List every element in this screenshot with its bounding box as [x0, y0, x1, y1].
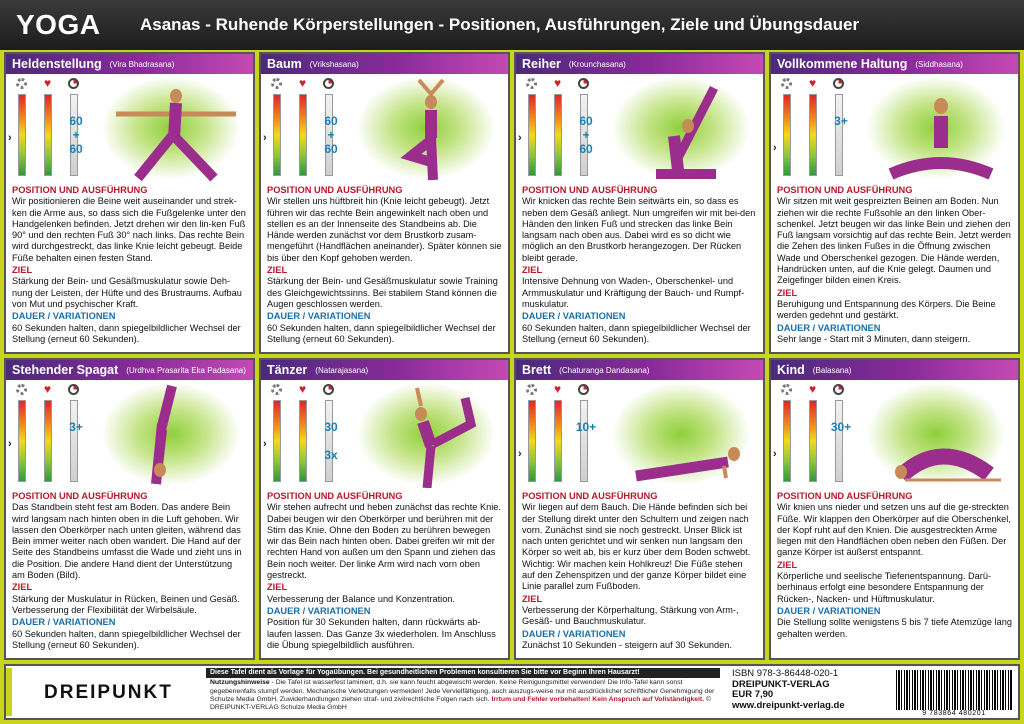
- duration-value: 30+: [830, 420, 852, 434]
- timer-icon: [833, 384, 844, 395]
- card-title-bar: [6, 54, 253, 74]
- dauer-text: Sehr lange - Start mit 3 Minuten, dann steigern.: [777, 333, 971, 344]
- difficulty-marker-icon: ›: [263, 438, 267, 450]
- position-heading: POSITION UND AUSFÜHRUNG: [522, 491, 658, 501]
- card-title-bar: [261, 360, 508, 380]
- dauer-text: 60 Sekunden halten, dann spiegelbildlicher Wechsel der Stellung (erneut 60 Sekunden).: [267, 322, 496, 344]
- pose-figure: [616, 384, 756, 488]
- position-text: Wir liegen auf dem Bauch. Die Hände befinden sich bei der Stellung direkt unter den Schultern und zeigen nach vorn. Zunächst sind sie noch gestreckt. Unser Blick ist nach unten gerichtet und wir senken nun langsam den Körper so weit ab, bis er kurz über dem Boden schwebt. Wichtig: Wir machen kein Hohlkreuz! Die Füße stehen auf den Zehenspitzen und der ganze Körper bildet eine Linie parallel zum Fußboden.: [522, 502, 751, 592]
- card-text: [6, 182, 253, 348]
- asana-sanskrit: (Vrikshasana): [309, 59, 359, 69]
- dauer-heading: DAUER / VARIATIONEN: [12, 617, 116, 628]
- hints-text: - Die Tafel ist wasserfest laminiert, d.h. sie kann feucht abgewischt werden. Keine Reinigungsmittel verwenden! Die Info-Tafel kann sonst gegebenenfalls stumpf werden. Mechanische Verletzungen vermeiden! Jede Vervielfältigung, auch auszugs-weise nur mit ausdrücklicher schriftlicher Genehmigung der Schulze Media GmbH. Zuwiderhandlungen ziehen straf- und zivilrechtliche Folgen nach sich.: [210, 679, 715, 703]
- asana-illustration: [6, 380, 253, 488]
- asana-illustration: [261, 74, 508, 182]
- ziel-heading: ZIEL: [12, 265, 33, 276]
- duration-value: 60 + 60: [324, 114, 338, 156]
- dauer-heading: DAUER / VARIATIONEN: [267, 311, 371, 322]
- heart-icon: ♥: [298, 76, 307, 90]
- position-text: Wir knicken das rechte Bein seitwärts ein, so dass es neben dem Gesäß anliegt. Nun umgreifen wir mit bei-den Händen den linken Fuß und strecken das linke Bein langsam nach oben aus. Dabei wird es so dicht wie möglich an den Brustkorb herangezogen. Der Rücken bleibt gerade.: [522, 196, 756, 263]
- card-text: [771, 488, 1018, 643]
- asana-sanskrit: (Natarajasana): [315, 365, 369, 375]
- timer-icon: [578, 78, 589, 89]
- copyright: © DREIPUNKT-VERLAG Schulze Media GmbH: [210, 695, 711, 712]
- difficulty-bar: [18, 94, 26, 176]
- card-text: [261, 182, 508, 348]
- page-title: YOGA: [16, 9, 101, 40]
- dauer-heading: DAUER / VARIATIONEN: [777, 605, 881, 616]
- duration-value: 3+: [834, 114, 848, 128]
- asana-sanskrit: (Chaturanga Dandasana): [559, 365, 650, 375]
- heart-icon: ♥: [808, 382, 817, 396]
- dauer-text: 60 Sekunden halten, dann spiegelbildlicher Wechsel der Stellung (erneut 60 Sekunden).: [12, 322, 241, 344]
- difficulty-bar: [783, 94, 791, 176]
- page-subtitle: Asanas - Ruhende Körperstellungen - Positionen, Ausführungen, Ziele und Übungsdauer: [140, 15, 860, 34]
- gear-icon: [16, 384, 27, 395]
- dauer-heading: DAUER / VARIATIONEN: [267, 605, 371, 616]
- intensity-bar: [809, 94, 817, 176]
- dauer-heading: DAUER / VARIATIONEN: [777, 322, 881, 333]
- timer-icon: [68, 78, 79, 89]
- pose-figure: [361, 78, 501, 182]
- difficulty-marker-icon: ›: [518, 448, 522, 460]
- difficulty-bar: [783, 400, 791, 482]
- footer: [4, 664, 1020, 720]
- dauer-text: Die Stellung sollte wenigstens 5 bis 7 tiefe Atemzüge lang gehalten werden.: [777, 617, 1012, 639]
- card-title-bar: [771, 360, 1018, 380]
- usage-notes: [206, 668, 720, 716]
- card-title-bar: [516, 360, 763, 380]
- asana-name: Stehender Spagat: [12, 363, 119, 377]
- price: EUR 7,90: [732, 689, 774, 700]
- intensity-bar: [299, 400, 307, 482]
- timer-icon: [68, 384, 79, 395]
- difficulty-marker-icon: ›: [518, 132, 522, 144]
- page-header: [0, 0, 1024, 50]
- duration-value: 10+: [575, 420, 597, 434]
- asana-name: Tänzer: [267, 363, 308, 377]
- duration-value: 30 3x: [324, 420, 338, 462]
- ziel-heading: ZIEL: [12, 582, 33, 593]
- asana-card: [514, 52, 765, 354]
- position-text: Das Standbein steht fest am Boden. Das andere Bein wird langsam nach hinten oben in die Luft gehoben. Wir lassen den Oberkörper nach unten gleiten, während das Bein immer weiter nach oben wandert. Die Hand auf der Seite des Standbeins umfasst die Wade und zieht uns in die Position. Die andere Hand dient der Unterstützung am Boden (Bild).: [12, 502, 242, 581]
- asana-name: Vollkommene Haltung: [777, 57, 908, 71]
- intensity-bar: [44, 400, 52, 482]
- difficulty-bar: [528, 94, 536, 176]
- timer-icon: [578, 384, 589, 395]
- asana-grid: [4, 52, 1020, 660]
- difficulty-bar: [273, 400, 281, 482]
- ziel-heading: ZIEL: [267, 265, 288, 276]
- heart-icon: ♥: [553, 76, 562, 90]
- dauer-text: Position für 30 Sekunden halten, dann rückwärts ab-laufen lassen. Das Ganze 3x wiederholen. Im Anschluss die Übung spiegelbildlich ausführen.: [267, 617, 496, 650]
- dauer-text: 60 Sekunden halten, dann spiegelbildlicher Wechsel der Stellung (erneut 60 Sekunden).: [522, 322, 751, 344]
- ziel-text: Stärkung der Muskulatur in Rücken, Beinen und Gesäß. Verbesserung der Flexibilität der Wirbelsäule.: [12, 593, 240, 615]
- position-heading: POSITION UND AUSFÜHRUNG: [12, 491, 148, 501]
- asana-name: Kind: [777, 363, 805, 377]
- asana-name: Heldenstellung: [12, 57, 102, 71]
- position-heading: POSITION UND AUSFÜHRUNG: [777, 185, 913, 195]
- asana-illustration: [261, 380, 508, 488]
- ziel-text: Körperliche und seelische Tiefenentspannung. Darü-berhinaus erfolgt eine besondere Entspannung der Rücken-, Nacken- und Hüftmuskulatur.: [777, 571, 991, 604]
- hints-label: Nutzungshinweise: [210, 679, 270, 687]
- heart-icon: ♥: [43, 76, 52, 90]
- card-text: [516, 488, 763, 654]
- position-text: Wir knien uns nieder und setzen uns auf die ge-streckten Füße. Wir klappen den Oberkörper auf die Oberschenkel, der Kopf ruht auf den Knien. Die ausgestreckten Arme liegen mit den Handflächen oben neben den Füßen. Der ganze Körper ist äußerst entspannt.: [777, 502, 1011, 558]
- website-link[interactable]: www.dreipunkt-verlag.de: [732, 699, 845, 711]
- dauer-heading: DAUER / VARIATIONEN: [522, 628, 626, 639]
- asana-sanskrit: (Urdhva Prasarita Eka Padasana): [126, 365, 246, 375]
- pose-figure: [106, 384, 246, 488]
- pose-figure: [871, 384, 1011, 488]
- heart-icon: ♥: [43, 382, 52, 396]
- heart-icon: ♥: [298, 382, 307, 396]
- pose-figure: [871, 78, 1011, 182]
- asana-name: Reiher: [522, 57, 561, 71]
- asana-illustration: [6, 74, 253, 182]
- ziel-heading: ZIEL: [777, 287, 798, 298]
- asana-sanskrit: (Vira Bhadrasana): [109, 59, 175, 69]
- ziel-heading: ZIEL: [522, 593, 543, 604]
- card-title-bar: [261, 54, 508, 74]
- asana-card: [259, 358, 510, 660]
- position-heading: POSITION UND AUSFÜHRUNG: [777, 491, 913, 501]
- ziel-heading: ZIEL: [522, 265, 543, 276]
- asana-card: [514, 358, 765, 660]
- intensity-bar: [554, 94, 562, 176]
- heart-icon: ♥: [808, 76, 817, 90]
- duration-bar: [580, 400, 588, 482]
- asana-illustration: [516, 74, 763, 182]
- difficulty-marker-icon: ›: [8, 438, 12, 450]
- intensity-bar: [554, 400, 562, 482]
- gear-icon: [781, 78, 792, 89]
- dauer-heading: DAUER / VARIATIONEN: [522, 311, 626, 322]
- dauer-text: 60 Sekunden halten, dann spiegelbildlicher Wechsel der Stellung (erneut 60 Sekunden).: [12, 628, 241, 650]
- duration-bar: [70, 400, 78, 482]
- asana-card: [4, 52, 255, 354]
- gear-icon: [526, 384, 537, 395]
- ziel-text: Stärkung der Bein- und Gesäßmuskulatur sowie Deh-nung der Leisten, der Hüfte und des Brustraums. Aufbau von Mut und psychischer Kraft.: [12, 276, 242, 309]
- asana-illustration: [516, 380, 763, 488]
- asana-card: [769, 358, 1020, 660]
- asana-card: [4, 358, 255, 660]
- asana-illustration: [771, 380, 1018, 488]
- gear-icon: [526, 78, 537, 89]
- heart-icon: ♥: [553, 382, 562, 396]
- card-title-bar: [771, 54, 1018, 74]
- position-text: Wir stellen uns hüftbreit hin (Knie leicht gebeugt). Jetzt führen wir das rechte Bein angewinkelt nach oben und stellen es an der Innenseite des Standbeins ab. Die Hände werden zunächst vor dem Brustkorb zusam-mengeführt (Handflächen aneinander). Später können sie bis über den Kopf gehoben werden.: [267, 196, 502, 263]
- publisher-logo: DREIPUNKT: [44, 682, 173, 703]
- ziel-text: Verbesserung der Balance und Konzentration.: [267, 593, 455, 604]
- ziel-heading: ZIEL: [777, 559, 798, 570]
- asana-card: [259, 52, 510, 354]
- duration-value: 3+: [69, 420, 83, 434]
- position-heading: POSITION UND AUSFÜHRUNG: [267, 185, 403, 195]
- card-title-bar: [6, 360, 253, 380]
- difficulty-bar: [18, 400, 26, 482]
- difficulty-bar: [273, 94, 281, 176]
- health-notice: Diese Tafel dient als Vorlage für Yogaübungen. Bei gesundheitlichen Problemen konsultieren Sie bitte vor Beginn Ihren Hausarzt!: [206, 668, 720, 678]
- difficulty-marker-icon: ›: [773, 142, 777, 154]
- duration-bar: [835, 400, 843, 482]
- publisher-name: DREIPUNKT-VERLAG: [732, 678, 830, 690]
- intensity-bar: [44, 94, 52, 176]
- dauer-heading: DAUER / VARIATIONEN: [12, 311, 116, 322]
- usage-hints: [206, 678, 720, 713]
- difficulty-marker-icon: ›: [8, 132, 12, 144]
- pose-figure: [361, 384, 501, 488]
- gear-icon: [781, 384, 792, 395]
- ziel-text: Beruhigung und Entspannung des Körpers. Die Beine werden gedehnt und gestärkt.: [777, 298, 996, 321]
- asana-sanskrit: (Balasana): [812, 365, 852, 375]
- position-text: Wir sitzen mit weit gespreizten Beinen am Boden. Nun ziehen wir die rechte Fußsohle an den linken Ober-schenkel. Jetzt beugen wir das linke Bein und ziehen den Fuß langsam vorsichtig auf das rechte Bein. Jetzt werden die Zehen des linken Fußes in die Öffnung zwischen Wade und Oberschenkel gezogen. Die Hände werden, Handrücken unten, auf die Knie gelegt. Daumen und Zeigefinger bilden einen Kreis.: [777, 196, 1011, 286]
- duration-bar: [835, 94, 843, 176]
- card-text: [6, 488, 253, 654]
- timer-icon: [323, 384, 334, 395]
- asana-card: [769, 52, 1020, 354]
- timer-icon: [323, 78, 334, 89]
- gear-icon: [16, 78, 27, 89]
- gear-icon: [271, 384, 282, 395]
- errors-note: Irrtum und Fehler vorbehalten! Kein Anspruch auf Vollständigkeit.: [491, 695, 705, 703]
- position-heading: POSITION UND AUSFÜHRUNG: [12, 185, 148, 195]
- duration-value: 60 + 60: [69, 114, 83, 156]
- ziel-text: Stärkung der Bein- und Gesäßmuskulatur sowie Training des Gleichgewichtssinns. Bei stabilem Stand können die Augen geschlossen werden.: [267, 276, 498, 309]
- card-title-bar: [516, 54, 763, 74]
- timer-icon: [833, 78, 844, 89]
- asana-name: Brett: [522, 363, 552, 377]
- card-text: [516, 182, 763, 348]
- intensity-bar: [299, 94, 307, 176]
- card-text: [261, 488, 508, 654]
- logo-accent: [6, 668, 12, 716]
- position-heading: POSITION UND AUSFÜHRUNG: [267, 491, 403, 501]
- difficulty-marker-icon: ›: [263, 132, 267, 144]
- position-heading: POSITION UND AUSFÜHRUNG: [522, 185, 658, 195]
- position-text: Wir stehen aufrecht und heben zunächst das rechte Knie. Dabei beugen wir den Oberkörper und berühren mit der Stirn das Knie. Ohne den Boden zu berühren bewegen wir das Bein nach hinten oben. Dabei greifen wir mit der rechten Hand von außen um den Spann und ziehen das Bein noch weiter. Der linke Arm wird nach vorn oben gestreckt.: [267, 502, 501, 581]
- asana-name: Baum: [267, 57, 302, 71]
- intensity-bar: [809, 400, 817, 482]
- card-text: [771, 182, 1018, 348]
- difficulty-bar: [528, 400, 536, 482]
- ziel-heading: ZIEL: [267, 582, 288, 593]
- dauer-text: Zunächst 10 Sekunden - steigern auf 30 Sekunden.: [522, 639, 732, 650]
- isbn: ISBN 978-3-86448-020-1: [732, 668, 839, 679]
- ziel-text: Intensive Dehnung von Waden-, Oberschenkel- und Armmuskulatur und Kräftigung der Bauch- und Rumpf-muskulatur.: [522, 276, 745, 309]
- barcode-digits: 9 783864 480201: [894, 710, 1014, 717]
- asana-sanskrit: (Krounchasana): [568, 59, 626, 69]
- position-text: Wir positionieren die Beine weit auseinander und strek-ken die Arme aus, so dass sich die Fußgelenke unter den Handgelenken befinden. Jetzt drehen wir den lin-ken Fuß 90° und den rechten Fuß 30° nach links. Das rechte Bein wird durchgestreckt, das linke Knie leicht gebeugt. Beide Füße behalten einen festen Stand.: [12, 196, 246, 263]
- ziel-text: Verbesserung der Körperhaltung, Stärkung von Arm-, Gesäß- und Bauchmuskulatur.: [522, 604, 739, 627]
- asana-illustration: [771, 74, 1018, 182]
- barcode-image: [896, 670, 1012, 710]
- difficulty-marker-icon: ›: [773, 448, 777, 460]
- pose-figure: [106, 78, 246, 182]
- asana-sanskrit: (Siddhasana): [915, 59, 963, 69]
- publisher-info: [732, 669, 845, 711]
- gear-icon: [271, 78, 282, 89]
- pose-figure: [616, 78, 756, 182]
- duration-value: 60 + 60: [579, 114, 593, 156]
